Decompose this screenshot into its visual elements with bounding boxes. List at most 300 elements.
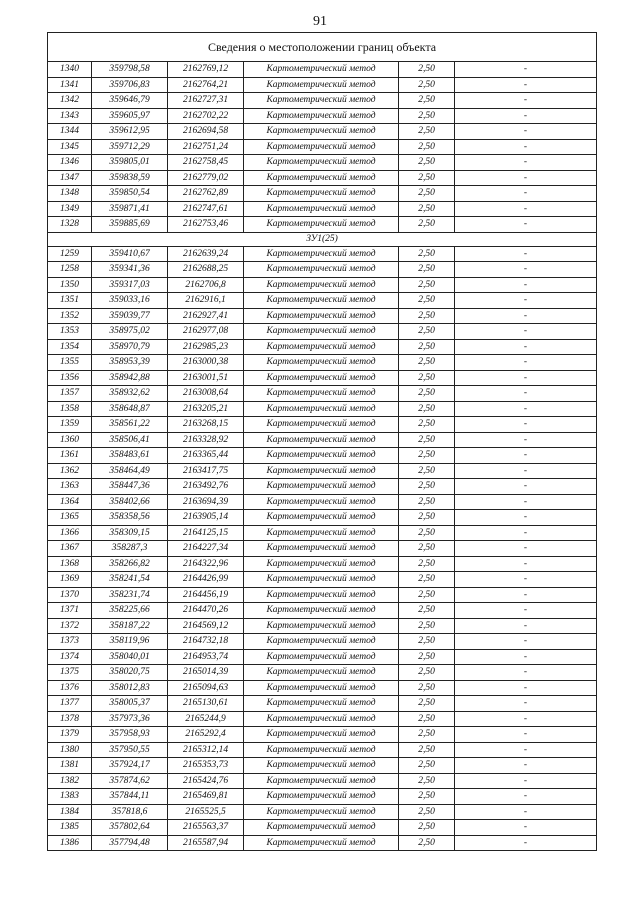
y-coordinate-cell: 2164227,34 bbox=[168, 541, 244, 557]
point-number-cell: 1380 bbox=[48, 742, 92, 758]
x-coordinate-cell: 359798,58 bbox=[92, 62, 168, 78]
x-coordinate-cell: 358561,22 bbox=[92, 417, 168, 433]
description-cell: - bbox=[455, 401, 597, 417]
method-cell: Картометрический метод bbox=[244, 634, 399, 650]
description-cell: - bbox=[455, 155, 597, 171]
x-coordinate-cell: 359838,59 bbox=[92, 170, 168, 186]
method-cell: Картометрический метод bbox=[244, 124, 399, 140]
table-row bbox=[48, 680, 597, 696]
y-coordinate-cell: 2165244,9 bbox=[168, 711, 244, 727]
x-coordinate-cell: 359033,16 bbox=[92, 293, 168, 309]
x-coordinate-cell: 359605,97 bbox=[92, 108, 168, 124]
x-coordinate-cell: 357802,64 bbox=[92, 820, 168, 836]
table-row bbox=[48, 217, 597, 233]
precision-cell: 2,50 bbox=[399, 587, 455, 603]
y-coordinate-cell: 2162758,45 bbox=[168, 155, 244, 171]
method-cell: Картометрический метод bbox=[244, 139, 399, 155]
description-cell: - bbox=[455, 479, 597, 495]
point-number-cell: 1365 bbox=[48, 510, 92, 526]
method-cell: Картометрический метод bbox=[244, 339, 399, 355]
y-coordinate-cell: 2164953,74 bbox=[168, 649, 244, 665]
point-number-cell: 1346 bbox=[48, 155, 92, 171]
description-cell: - bbox=[455, 603, 597, 619]
point-number-cell: 1352 bbox=[48, 308, 92, 324]
point-number-cell: 1259 bbox=[48, 246, 92, 262]
method-cell: Картометрический метод bbox=[244, 494, 399, 510]
point-number-cell: 1340 bbox=[48, 62, 92, 78]
point-number-cell: 1369 bbox=[48, 572, 92, 588]
description-cell: - bbox=[455, 587, 597, 603]
table-row bbox=[48, 479, 597, 495]
precision-cell: 2,50 bbox=[399, 448, 455, 464]
precision-cell: 2,50 bbox=[399, 401, 455, 417]
description-cell: - bbox=[455, 77, 597, 93]
precision-cell: 2,50 bbox=[399, 618, 455, 634]
precision-cell: 2,50 bbox=[399, 124, 455, 140]
method-cell: Картометрический метод bbox=[244, 804, 399, 820]
y-coordinate-cell: 2162985,23 bbox=[168, 339, 244, 355]
table-row bbox=[48, 324, 597, 340]
table-row bbox=[48, 634, 597, 650]
description-cell: - bbox=[455, 170, 597, 186]
description-cell: - bbox=[455, 525, 597, 541]
precision-cell: 2,50 bbox=[399, 758, 455, 774]
y-coordinate-cell: 2162727,31 bbox=[168, 93, 244, 109]
x-coordinate-cell: 358225,66 bbox=[92, 603, 168, 619]
point-number-cell: 1386 bbox=[48, 835, 92, 851]
y-coordinate-cell: 2163365,44 bbox=[168, 448, 244, 464]
description-cell: - bbox=[455, 355, 597, 371]
y-coordinate-cell: 2164732,18 bbox=[168, 634, 244, 650]
precision-cell: 2,50 bbox=[399, 339, 455, 355]
y-coordinate-cell: 2165094,63 bbox=[168, 680, 244, 696]
x-coordinate-cell: 358975,02 bbox=[92, 324, 168, 340]
method-cell: Картометрический метод bbox=[244, 603, 399, 619]
point-number-cell: 1354 bbox=[48, 339, 92, 355]
table-row bbox=[48, 139, 597, 155]
method-cell: Картометрический метод bbox=[244, 370, 399, 386]
point-number-cell: 1353 bbox=[48, 324, 92, 340]
x-coordinate-cell: 358942,88 bbox=[92, 370, 168, 386]
x-coordinate-cell: 357924,17 bbox=[92, 758, 168, 774]
description-cell: - bbox=[455, 510, 597, 526]
description-cell: - bbox=[455, 649, 597, 665]
method-cell: Картометрический метод bbox=[244, 355, 399, 371]
precision-cell: 2,50 bbox=[399, 186, 455, 202]
y-coordinate-cell: 2163008,64 bbox=[168, 386, 244, 402]
point-number-cell: 1357 bbox=[48, 386, 92, 402]
y-coordinate-cell: 2162694,58 bbox=[168, 124, 244, 140]
y-coordinate-cell: 2164569,12 bbox=[168, 618, 244, 634]
x-coordinate-cell: 357973,36 bbox=[92, 711, 168, 727]
y-coordinate-cell: 2164470,26 bbox=[168, 603, 244, 619]
method-cell: Картометрический метод bbox=[244, 525, 399, 541]
x-coordinate-cell: 358358,56 bbox=[92, 510, 168, 526]
method-cell: Картометрический метод bbox=[244, 262, 399, 278]
x-coordinate-cell: 358402,66 bbox=[92, 494, 168, 510]
x-coordinate-cell: 358953,39 bbox=[92, 355, 168, 371]
point-number-cell: 1373 bbox=[48, 634, 92, 650]
y-coordinate-cell: 2164322,96 bbox=[168, 556, 244, 572]
method-cell: Картометрический метод bbox=[244, 680, 399, 696]
precision-cell: 2,50 bbox=[399, 727, 455, 743]
table-row bbox=[48, 308, 597, 324]
method-cell: Картометрический метод bbox=[244, 541, 399, 557]
description-cell: - bbox=[455, 62, 597, 78]
y-coordinate-cell: 2162753,46 bbox=[168, 217, 244, 233]
point-number-cell: 1342 bbox=[48, 93, 92, 109]
table-row bbox=[48, 448, 597, 464]
y-coordinate-cell: 2163328,92 bbox=[168, 432, 244, 448]
precision-cell: 2,50 bbox=[399, 649, 455, 665]
table-row bbox=[48, 93, 597, 109]
precision-cell: 2,50 bbox=[399, 603, 455, 619]
precision-cell: 2,50 bbox=[399, 308, 455, 324]
table-row bbox=[48, 603, 597, 619]
method-cell: Картометрический метод bbox=[244, 401, 399, 417]
method-cell: Картометрический метод bbox=[244, 308, 399, 324]
method-cell: Картометрический метод bbox=[244, 386, 399, 402]
y-coordinate-cell: 2162706,8 bbox=[168, 277, 244, 293]
point-number-cell: 1349 bbox=[48, 201, 92, 217]
precision-cell: 2,50 bbox=[399, 479, 455, 495]
point-number-cell: 1378 bbox=[48, 711, 92, 727]
description-cell: - bbox=[455, 820, 597, 836]
precision-cell: 2,50 bbox=[399, 170, 455, 186]
method-cell: Картометрический метод bbox=[244, 649, 399, 665]
table-row bbox=[48, 386, 597, 402]
x-coordinate-cell: 359850,54 bbox=[92, 186, 168, 202]
method-cell: Картометрический метод bbox=[244, 324, 399, 340]
point-number-cell: 1385 bbox=[48, 820, 92, 836]
method-cell: Картометрический метод bbox=[244, 742, 399, 758]
table-row bbox=[48, 124, 597, 140]
y-coordinate-cell: 2162639,24 bbox=[168, 246, 244, 262]
method-cell: Картометрический метод bbox=[244, 170, 399, 186]
x-coordinate-cell: 358506,41 bbox=[92, 432, 168, 448]
x-coordinate-cell: 357950,55 bbox=[92, 742, 168, 758]
y-coordinate-cell: 2164125,15 bbox=[168, 525, 244, 541]
point-number-cell: 1355 bbox=[48, 355, 92, 371]
point-number-cell: 1381 bbox=[48, 758, 92, 774]
table-row bbox=[48, 494, 597, 510]
y-coordinate-cell: 2162762,89 bbox=[168, 186, 244, 202]
point-number-cell: 1366 bbox=[48, 525, 92, 541]
precision-cell: 2,50 bbox=[399, 355, 455, 371]
table-row bbox=[48, 727, 597, 743]
precision-cell: 2,50 bbox=[399, 108, 455, 124]
description-cell: - bbox=[455, 186, 597, 202]
point-number-cell: 1348 bbox=[48, 186, 92, 202]
table-row bbox=[48, 432, 597, 448]
y-coordinate-cell: 2162779,02 bbox=[168, 170, 244, 186]
table-row bbox=[48, 401, 597, 417]
description-cell: - bbox=[455, 108, 597, 124]
method-cell: Картометрический метод bbox=[244, 448, 399, 464]
description-cell: - bbox=[455, 634, 597, 650]
point-number-cell: 1376 bbox=[48, 680, 92, 696]
table-row bbox=[48, 201, 597, 217]
precision-cell: 2,50 bbox=[399, 773, 455, 789]
table-row bbox=[48, 262, 597, 278]
table-row bbox=[48, 277, 597, 293]
point-number-cell: 1345 bbox=[48, 139, 92, 155]
point-number-cell: 1343 bbox=[48, 108, 92, 124]
y-coordinate-cell: 2165353,73 bbox=[168, 758, 244, 774]
x-coordinate-cell: 358447,36 bbox=[92, 479, 168, 495]
y-coordinate-cell: 2165563,37 bbox=[168, 820, 244, 836]
precision-cell: 2,50 bbox=[399, 510, 455, 526]
precision-cell: 2,50 bbox=[399, 742, 455, 758]
table-row bbox=[48, 804, 597, 820]
precision-cell: 2,50 bbox=[399, 246, 455, 262]
description-cell: - bbox=[455, 696, 597, 712]
method-cell: Картометрический метод bbox=[244, 62, 399, 78]
table-row bbox=[48, 463, 597, 479]
method-cell: Картометрический метод bbox=[244, 696, 399, 712]
precision-cell: 2,50 bbox=[399, 386, 455, 402]
y-coordinate-cell: 2165312,14 bbox=[168, 742, 244, 758]
precision-cell: 2,50 bbox=[399, 696, 455, 712]
table-row bbox=[48, 293, 597, 309]
point-number-cell: 1360 bbox=[48, 432, 92, 448]
precision-cell: 2,50 bbox=[399, 634, 455, 650]
point-number-cell: 1371 bbox=[48, 603, 92, 619]
description-cell: - bbox=[455, 217, 597, 233]
table-row bbox=[48, 820, 597, 836]
description-cell: - bbox=[455, 448, 597, 464]
point-number-cell: 1361 bbox=[48, 448, 92, 464]
method-cell: Картометрический метод bbox=[244, 293, 399, 309]
precision-cell: 2,50 bbox=[399, 680, 455, 696]
method-cell: Картометрический метод bbox=[244, 572, 399, 588]
description-cell: - bbox=[455, 680, 597, 696]
y-coordinate-cell: 2163905,14 bbox=[168, 510, 244, 526]
description-cell: - bbox=[455, 93, 597, 109]
precision-cell: 2,50 bbox=[399, 217, 455, 233]
method-cell: Картометрический метод bbox=[244, 217, 399, 233]
x-coordinate-cell: 358266,82 bbox=[92, 556, 168, 572]
method-cell: Картометрический метод bbox=[244, 108, 399, 124]
method-cell: Картометрический метод bbox=[244, 665, 399, 681]
precision-cell: 2,50 bbox=[399, 277, 455, 293]
x-coordinate-cell: 359871,41 bbox=[92, 201, 168, 217]
point-number-cell: 1379 bbox=[48, 727, 92, 743]
method-cell: Картометрический метод bbox=[244, 463, 399, 479]
x-coordinate-cell: 358932,62 bbox=[92, 386, 168, 402]
precision-cell: 2,50 bbox=[399, 93, 455, 109]
table-row bbox=[48, 758, 597, 774]
x-coordinate-cell: 358119,96 bbox=[92, 634, 168, 650]
x-coordinate-cell: 359317,03 bbox=[92, 277, 168, 293]
precision-cell: 2,50 bbox=[399, 324, 455, 340]
point-number-cell: 1356 bbox=[48, 370, 92, 386]
table-row bbox=[48, 742, 597, 758]
method-cell: Картометрический метод bbox=[244, 727, 399, 743]
x-coordinate-cell: 358241,54 bbox=[92, 572, 168, 588]
description-cell: - bbox=[455, 541, 597, 557]
table-row bbox=[48, 339, 597, 355]
x-coordinate-cell: 358187,22 bbox=[92, 618, 168, 634]
description-cell: - bbox=[455, 417, 597, 433]
x-coordinate-cell: 357818,6 bbox=[92, 804, 168, 820]
description-cell: - bbox=[455, 773, 597, 789]
x-coordinate-cell: 359612,95 bbox=[92, 124, 168, 140]
y-coordinate-cell: 2162769,12 bbox=[168, 62, 244, 78]
table-row bbox=[48, 370, 597, 386]
table-row bbox=[48, 355, 597, 371]
y-coordinate-cell: 2162916,1 bbox=[168, 293, 244, 309]
method-cell: Картометрический метод bbox=[244, 758, 399, 774]
point-number-cell: 1350 bbox=[48, 277, 92, 293]
method-cell: Картометрический метод bbox=[244, 711, 399, 727]
precision-cell: 2,50 bbox=[399, 77, 455, 93]
precision-cell: 2,50 bbox=[399, 155, 455, 171]
y-coordinate-cell: 2162977,08 bbox=[168, 324, 244, 340]
point-number-cell: 1374 bbox=[48, 649, 92, 665]
y-coordinate-cell: 2163205,21 bbox=[168, 401, 244, 417]
precision-cell: 2,50 bbox=[399, 804, 455, 820]
description-cell: - bbox=[455, 139, 597, 155]
precision-cell: 2,50 bbox=[399, 835, 455, 851]
table-row bbox=[48, 417, 597, 433]
method-cell: Картометрический метод bbox=[244, 556, 399, 572]
x-coordinate-cell: 357958,93 bbox=[92, 727, 168, 743]
y-coordinate-cell: 2162688,25 bbox=[168, 262, 244, 278]
y-coordinate-cell: 2165130,61 bbox=[168, 696, 244, 712]
table-row bbox=[48, 246, 597, 262]
table-row bbox=[48, 510, 597, 526]
precision-cell: 2,50 bbox=[399, 665, 455, 681]
precision-cell: 2,50 bbox=[399, 525, 455, 541]
y-coordinate-cell: 2164456,19 bbox=[168, 587, 244, 603]
description-cell: - bbox=[455, 618, 597, 634]
description-cell: - bbox=[455, 727, 597, 743]
description-cell: - bbox=[455, 246, 597, 262]
y-coordinate-cell: 2163000,38 bbox=[168, 355, 244, 371]
x-coordinate-cell: 359410,67 bbox=[92, 246, 168, 262]
point-number-cell: 1368 bbox=[48, 556, 92, 572]
table-row bbox=[48, 649, 597, 665]
point-number-cell: 1377 bbox=[48, 696, 92, 712]
table-row bbox=[48, 525, 597, 541]
precision-cell: 2,50 bbox=[399, 494, 455, 510]
method-cell: Картометрический метод bbox=[244, 820, 399, 836]
x-coordinate-cell: 358040,01 bbox=[92, 649, 168, 665]
point-number-cell: 1384 bbox=[48, 804, 92, 820]
description-cell: - bbox=[455, 293, 597, 309]
table-row bbox=[48, 773, 597, 789]
x-coordinate-cell: 358970,79 bbox=[92, 339, 168, 355]
table-row bbox=[48, 62, 597, 78]
method-cell: Картометрический метод bbox=[244, 417, 399, 433]
x-coordinate-cell: 358483,61 bbox=[92, 448, 168, 464]
table-row bbox=[48, 556, 597, 572]
x-coordinate-cell: 358464,49 bbox=[92, 463, 168, 479]
description-cell: - bbox=[455, 339, 597, 355]
y-coordinate-cell: 2165525,5 bbox=[168, 804, 244, 820]
description-cell: - bbox=[455, 758, 597, 774]
description-cell: - bbox=[455, 124, 597, 140]
method-cell: Картометрический метод bbox=[244, 201, 399, 217]
description-cell: - bbox=[455, 804, 597, 820]
page-number: 91 bbox=[313, 14, 327, 29]
description-cell: - bbox=[455, 556, 597, 572]
x-coordinate-cell: 358648,87 bbox=[92, 401, 168, 417]
method-cell: Картометрический метод bbox=[244, 510, 399, 526]
x-coordinate-cell: 359805,01 bbox=[92, 155, 168, 171]
description-cell: - bbox=[455, 711, 597, 727]
table-row bbox=[48, 696, 597, 712]
method-cell: Картометрический метод bbox=[244, 93, 399, 109]
point-number-cell: 1383 bbox=[48, 789, 92, 805]
y-coordinate-cell: 2163268,15 bbox=[168, 417, 244, 433]
point-number-cell: 1382 bbox=[48, 773, 92, 789]
description-cell: - bbox=[455, 665, 597, 681]
table-row bbox=[48, 789, 597, 805]
y-coordinate-cell: 2163001,51 bbox=[168, 370, 244, 386]
x-coordinate-cell: 358231,74 bbox=[92, 587, 168, 603]
precision-cell: 2,50 bbox=[399, 572, 455, 588]
point-number-cell: 1347 bbox=[48, 170, 92, 186]
point-number-cell: 1367 bbox=[48, 541, 92, 557]
y-coordinate-cell: 2164426,99 bbox=[168, 572, 244, 588]
precision-cell: 2,50 bbox=[399, 370, 455, 386]
x-coordinate-cell: 359885,69 bbox=[92, 217, 168, 233]
x-coordinate-cell: 358287,3 bbox=[92, 541, 168, 557]
section-label: ЗУ1(25) bbox=[48, 232, 597, 246]
method-cell: Картометрический метод bbox=[244, 77, 399, 93]
y-coordinate-cell: 2162927,41 bbox=[168, 308, 244, 324]
point-number-cell: 1328 bbox=[48, 217, 92, 233]
method-cell: Картометрический метод bbox=[244, 155, 399, 171]
description-cell: - bbox=[455, 835, 597, 851]
x-coordinate-cell: 359039,77 bbox=[92, 308, 168, 324]
precision-cell: 2,50 bbox=[399, 463, 455, 479]
method-cell: Картометрический метод bbox=[244, 277, 399, 293]
table-row bbox=[48, 618, 597, 634]
x-coordinate-cell: 359646,79 bbox=[92, 93, 168, 109]
point-number-cell: 1344 bbox=[48, 124, 92, 140]
y-coordinate-cell: 2165424,76 bbox=[168, 773, 244, 789]
table-row bbox=[48, 711, 597, 727]
x-coordinate-cell: 359706,83 bbox=[92, 77, 168, 93]
precision-cell: 2,50 bbox=[399, 201, 455, 217]
point-number-cell: 1370 bbox=[48, 587, 92, 603]
description-cell: - bbox=[455, 262, 597, 278]
description-cell: - bbox=[455, 463, 597, 479]
precision-cell: 2,50 bbox=[399, 820, 455, 836]
precision-cell: 2,50 bbox=[399, 62, 455, 78]
x-coordinate-cell: 358020,75 bbox=[92, 665, 168, 681]
precision-cell: 2,50 bbox=[399, 293, 455, 309]
x-coordinate-cell: 357794,48 bbox=[92, 835, 168, 851]
point-number-cell: 1375 bbox=[48, 665, 92, 681]
precision-cell: 2,50 bbox=[399, 432, 455, 448]
point-number-cell: 1351 bbox=[48, 293, 92, 309]
precision-cell: 2,50 bbox=[399, 711, 455, 727]
precision-cell: 2,50 bbox=[399, 262, 455, 278]
description-cell: - bbox=[455, 789, 597, 805]
table-row bbox=[48, 170, 597, 186]
point-number-cell: 1358 bbox=[48, 401, 92, 417]
table-row bbox=[48, 587, 597, 603]
table-row bbox=[48, 77, 597, 93]
description-cell: - bbox=[455, 308, 597, 324]
y-coordinate-cell: 2162764,21 bbox=[168, 77, 244, 93]
method-cell: Картометрический метод bbox=[244, 246, 399, 262]
x-coordinate-cell: 359712,29 bbox=[92, 139, 168, 155]
